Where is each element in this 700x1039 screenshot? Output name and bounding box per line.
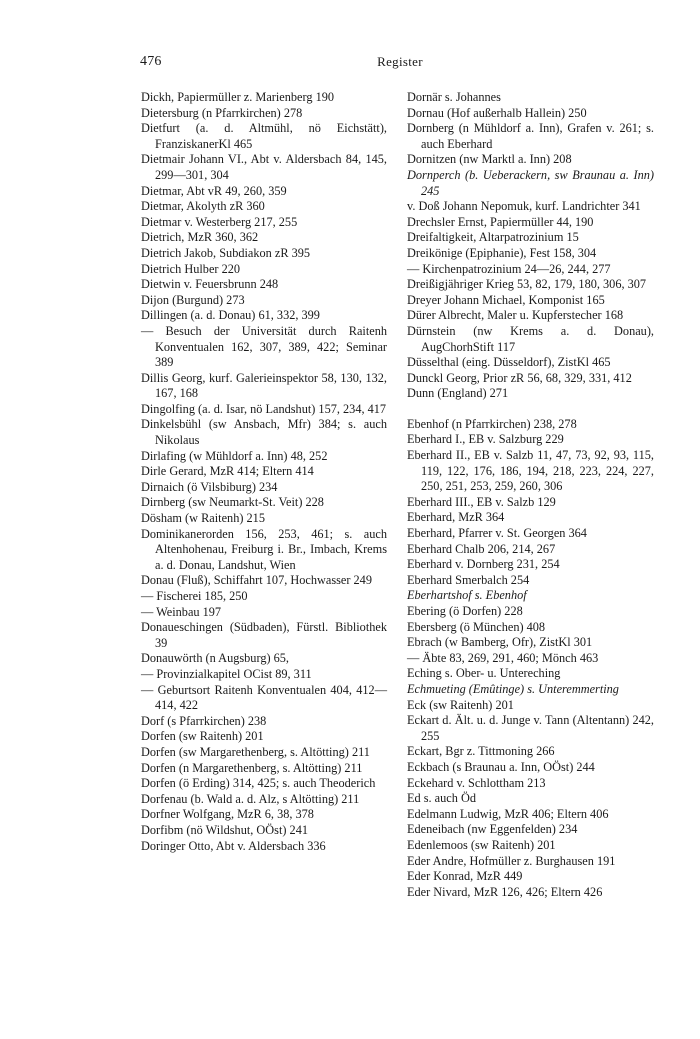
index-entry: Donaueschingen (Südbaden), Fürstl. Bibliothek 39	[141, 620, 387, 650]
index-entry: Dietfurt (a. d. Altmühl, nö Eichstätt), FranziskanerKl 465	[141, 121, 387, 151]
index-entry: Dirnaich (ö Vilsbiburg) 234	[141, 479, 278, 494]
index-entry: Eckehard v. Schlottham 213	[407, 775, 546, 790]
index-entry: Dorfibm (nö Wildshut, OÖst) 241	[141, 822, 308, 837]
index-entry: Dreikönige (Epiphanie), Fest 158, 304	[407, 245, 597, 260]
index-entry: Dornau (Hof außerhalb Hallein) 250	[407, 105, 587, 120]
index-entry: Dirle Gerard, MzR 414; Eltern 414	[141, 464, 314, 479]
index-entry: Dillingen (a. d. Donau) 61, 332, 399	[141, 308, 320, 323]
index-entry: Eberhard, Pfarrer v. St. Georgen 364	[407, 526, 587, 541]
index-entry: Dorfen (n Margarethenberg, s. Altötting) 211	[141, 760, 363, 775]
index-entry: Eberhard v. Dornberg 231, 254	[407, 557, 560, 572]
index-entry: Dietmar, Abt vR 49, 260, 359	[141, 183, 287, 198]
index-entry: Dreyer Johann Michael, Komponist 165	[407, 292, 605, 307]
index-entry: Dreifaltigkeit, Altarpatrozinium 15	[407, 230, 579, 245]
index-entry: Dinkelsbühl (sw Ansbach, Mfr) 384; s. auch Nikolaus	[141, 417, 387, 448]
index-entry: Dorfner Wolfgang, MzR 6, 38, 378	[141, 807, 314, 822]
index-entry: Dickh, Papiermüller z. Marienberg 190	[141, 90, 335, 104]
index-entry: Dietrich, MzR 360, 362	[141, 230, 259, 245]
index-entry: Eching s. Ober- u. Untereching	[407, 666, 561, 681]
page-number: 476	[140, 54, 162, 69]
index-entry: Eberhard Smerbalch 254	[407, 572, 530, 587]
index-entry: Eberhartshof s. Ebenhof	[407, 588, 527, 603]
index-entry: Ebenhof (n Pfarrkirchen) 238, 278	[407, 416, 577, 431]
index-entry: Eberhard II., EB v. Salzb 11, 47, 73, 92, 93, 115, 119, 122, 176, 186, 194, 218, 223, 224, 227, 250, 251, 253, 259, 260, 306	[407, 448, 654, 494]
index-entry: Dorfen (ö Erding) 314, 425; s. auch Theoderich	[141, 776, 376, 791]
index-entry: Eckbach (s Braunau a. Inn, OÖst) 244	[407, 759, 595, 774]
index-entry: Eberhard, MzR 364	[407, 510, 505, 525]
index-entry: Dietmar v. Westerberg 217, 255	[141, 214, 298, 229]
index-entry: Eder Nivard, MzR 126, 426; Eltern 426	[407, 884, 603, 899]
index-entry: Dürer Albrecht, Maler u. Kupferstecher 168	[407, 308, 624, 323]
index-entry: Dijon (Burgund) 273	[141, 292, 245, 307]
index-entry: Dösham (w Raitenh) 215	[141, 511, 265, 526]
index-entry: Eckart, Bgr z. Tittmoning 266	[407, 744, 555, 759]
index-entry: Dominikanerorden 156, 253, 461; s. auch Altenhohenau, Freiburg i. Br., Imbach, Krems a. d. Donau, Landshut, Wien	[141, 526, 387, 572]
index-entry: — Kirchenpatrozinium 24—26, 244, 277	[407, 261, 611, 276]
index-entry: Dunckl Georg, Prior zR 56, 68, 329, 331, 412	[407, 370, 632, 385]
index-entry: Edeneibach (nw Eggenfelden) 234	[407, 822, 578, 837]
index-entry: Dietmar, Akolyth zR 360	[141, 199, 265, 214]
index-entry: Dirnberg (sw Neumarkt-St. Veit) 228	[141, 495, 324, 510]
index-entry: v. Doß Johann Nepomuk, kurf. Landrichter 341	[407, 199, 641, 214]
index-column-right	[407, 90, 654, 900]
index-entry: Eberhard I., EB v. Salzburg 229	[407, 432, 564, 447]
index-entry: Eberhard Chalb 206, 214, 267	[407, 541, 556, 556]
index-entry: Dornperch (b. Ueberackern, sw Braunau a. Inn) 245	[407, 167, 654, 198]
index-entry: Edenlemoos (sw Raitenh) 201	[407, 837, 556, 852]
index-entry: Ebersberg (ö München) 408	[407, 619, 546, 634]
index-entry: Doringer Otto, Abt v. Aldersbach 336	[141, 838, 326, 853]
index-entry: — Provinzialkapitel OCist 89, 311	[141, 666, 312, 681]
index-entry: Edelmann Ludwig, MzR 406; Eltern 406	[407, 806, 609, 821]
index-entry: Dornitzen (nw Marktl a. Inn) 208	[407, 152, 572, 167]
index-entry: Eckart d. Ält. u. d. Junge v. Tann (Altentann) 242, 255	[407, 713, 654, 743]
index-entry: — Geburtsort Raitenh Konventualen 404, 412—414, 422	[141, 682, 387, 713]
index-entry: Dillis Georg, kurf. Galerieinspektor 58, 130, 132, 167, 168	[141, 370, 387, 401]
index-entry: Dürnstein (nw Krems a. d. Donau), AugChorhStift 117	[407, 323, 654, 354]
index-entry: — Weinbau 197	[141, 604, 222, 619]
index-entry: Dietwin v. Feuersbrunn 248	[141, 277, 279, 292]
index-entry: Dietrich Jakob, Subdiakon zR 395	[141, 245, 311, 260]
index-entry: Donau (Fluß), Schiffahrt 107, Hochwasser 249	[141, 573, 372, 588]
index-entry: Dunn (England) 271	[407, 386, 509, 401]
index-entry: Dorf (s Pfarrkirchen) 238	[141, 713, 267, 728]
index-entry: Dietersburg (n Pfarrkirchen) 278	[141, 105, 303, 120]
letter-group-gap	[407, 402, 654, 417]
index-entry: — Äbte 83, 269, 291, 460; Mönch 463	[407, 650, 599, 665]
index-entry: Dornberg (n Mühldorf a. Inn), Grafen v. 261; s. auch Eberhard	[407, 121, 654, 151]
index-entry: Donauwörth (n Augsburg) 65,	[141, 651, 290, 666]
index-entry: Eck (sw Raitenh) 201	[407, 697, 514, 712]
running-title: Register	[377, 54, 423, 69]
page-header	[140, 54, 660, 74]
index-entry: Eder Konrad, MzR 449	[407, 869, 523, 884]
index-entry: Echmueting (Emûtinge) s. Unteremmerting	[407, 681, 619, 696]
index-entry: Dorfen (sw Raitenh) 201	[141, 729, 264, 744]
index-entry: Eder Andre, Hofmüller z. Burghausen 191	[407, 853, 616, 868]
index-entry: Dirlafing (w Mühldorf a. Inn) 48, 252	[141, 448, 328, 463]
index-entry: Dorfen (sw Margarethenberg, s. Altötting) 211	[141, 744, 370, 759]
index-entry: Dietrich Hulber 220	[141, 261, 241, 276]
index-entry: Dornär s. Johannes	[407, 90, 501, 104]
index-entry: Ebering (ö Dorfen) 228	[407, 604, 523, 618]
index-entry: — Fischerei 185, 250	[141, 589, 248, 603]
index-entry: Drechsler Ernst, Papiermüller 44, 190	[407, 214, 594, 229]
index-column-left	[141, 90, 387, 854]
index-entry: — Besuch der Universität durch Raitenh Konventualen 162, 307, 389, 422; Seminar 389	[141, 323, 387, 370]
index-entry: Dorfenau (b. Wald a. d. Alz, s Altötting) 211	[141, 791, 360, 806]
index-entry: Düsselthal (eing. Düsseldorf), ZistKl 465	[407, 355, 611, 370]
index-entry: Dreißigjähriger Krieg 53, 82, 179, 180, 306, 307	[407, 277, 647, 292]
index-entry: Ebrach (w Bamberg, Ofr), ZistKl 301	[407, 635, 593, 650]
index-entry: Ed s. auch Öd	[407, 791, 476, 806]
index-entry: Dietmair Johann VI., Abt v. Aldersbach 84, 145, 299—301, 304	[141, 152, 387, 182]
index-entry: Dingolfing (a. d. Isar, nö Landshut) 157, 234, 417	[141, 401, 387, 416]
index-entry: Eberhard III., EB v. Salzb 129	[407, 494, 556, 509]
